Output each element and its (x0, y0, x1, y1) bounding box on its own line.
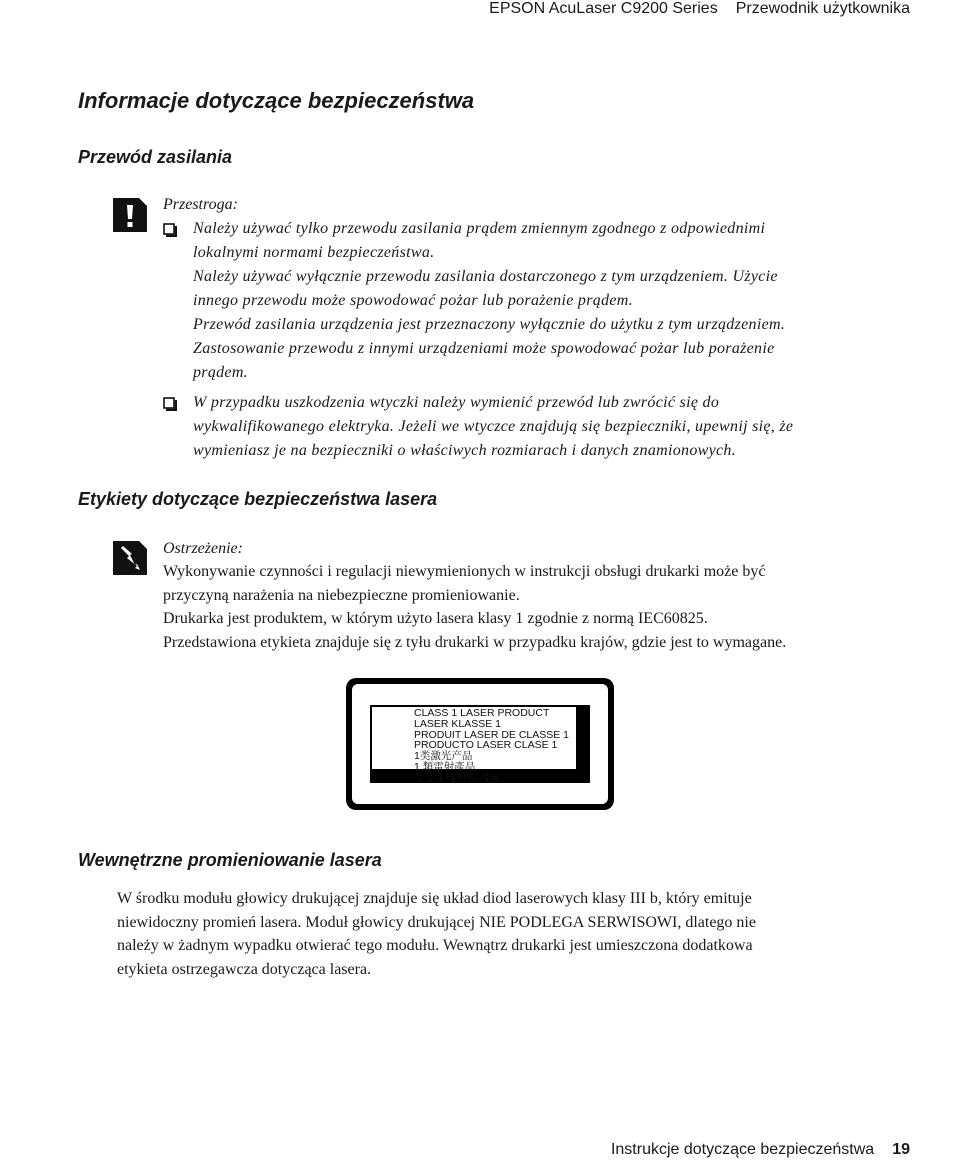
caution-bullet-2 (163, 391, 883, 463)
bullet-1-line-2: lokalnymi normami bezpieczeństwa. (193, 244, 435, 261)
laser-label-line: 등급 1 레이저 제품 (414, 771, 500, 784)
laser-label-text (414, 708, 569, 784)
bullet-2-line-2: wykwalifikowanego elektryka. Jeżeli we wtyczce znajdują się bezpieczniki, upewnij się, że (193, 418, 794, 435)
warning-text (163, 560, 923, 654)
internal-radiation-text (117, 887, 917, 981)
radiation-line-2: niewidoczny promień lasera. Moduł głowicy drukującej NIE PODLEGA SERWISOWI, dlatego nie (117, 913, 756, 931)
footer-section: Instrukcje dotyczące bezpieczeństwa (610, 1141, 875, 1158)
warning-line-2: przyczyną narażenia na niebezpieczne promieniowanie. (163, 586, 520, 604)
bullet-1-line-7: prądem. (193, 364, 248, 381)
radiation-line-4: etykieta ostrzegawcza dotycząca lasera. (117, 960, 372, 978)
bullet-2-line-3: wymieniasz je na bezpieczniki o właściwych rozmiarach i danych znamionowych. (193, 442, 737, 459)
bullet-1-line-6: Zastosowanie przewodu z innymi urządzeniami może spowodować pożar lub porażenie (193, 340, 775, 357)
laser-label-line: LASER KLASSE 1 (414, 717, 501, 730)
caution-bullet-1 (163, 217, 883, 385)
section-heading-laser-labels: Etykiety dotyczące bezpieczeństwa lasera (78, 489, 438, 509)
section-heading-power-cord: Przewód zasilania (78, 147, 233, 167)
running-header (471, 0, 910, 18)
warning-line-4: Przedstawiona etykieta znajduje się z tyłu drukarki w przypadku krajów, gdzie jest to wymagane. (163, 633, 787, 651)
checkbox-bullet-icon (163, 395, 177, 411)
bullet-1-line-5: Przewód zasilania urządzenia jest przeznaczony wyłącznie do użytku z tym urządzeniem. (193, 316, 786, 333)
laser-label-line: PRODUIT LASER DE CLASSE 1 (414, 728, 570, 741)
checkbox-bullet-icon (163, 221, 177, 237)
radiation-line-3: należy w żadnym wypadku otwierać tego modułu. Wewnątrz drukarki jest umieszczona dodatkowa (117, 937, 753, 954)
section-heading-internal-radiation: Wewnętrzne promieniowanie lasera (78, 850, 382, 870)
header-guide: Przewodnik użytkownika (735, 0, 910, 17)
laser-label-line: PRODUCTO LASER CLASE 1 (414, 739, 558, 752)
radiation-line-1: W środku modułu głowicy drukującej znajduje się układ diod laserowych klasy III b, który emituje (117, 890, 752, 907)
caution-title: Przestroga: (163, 196, 238, 213)
warning-line-1: Wykonywanie czynności i regulacji niewymienionych w instrukcji obsługi drukarki może być (163, 563, 766, 580)
laser-label-line: CLASS 1 LASER PRODUCT (414, 707, 550, 719)
page-title: Informacje dotyczące bezpieczeństwa (78, 88, 475, 113)
header-product: EPSON AcuLaser C9200 Series (489, 0, 718, 17)
bullet-2-line-1: W przypadku uszkodzenia wtyczki należy wymienić przewód lub zwrócić się do (193, 394, 720, 411)
laser-label-line: 1类激光产品 (414, 750, 473, 763)
bullet-1-line-1: Należy używać tylko przewodu zasilania prądem zmiennym zgodnego z odpowiednimi (193, 220, 766, 237)
warning-line-3: Drukarka jest produktem, w którym użyto lasera klasy 1 zgodnie z normą IEC60825. (163, 610, 708, 627)
running-footer (611, 1141, 910, 1159)
page-number: 19 (892, 1141, 910, 1158)
laser-label-line: 1 類雷射產品 (414, 760, 476, 773)
bullet-1-line-3: Należy używać wyłącznie przewodu zasilania dostarczonego z tym urządzeniem. Użycie (193, 268, 778, 285)
warning-title: Ostrzeżenie: (163, 540, 243, 557)
caution-exclamation-icon (113, 198, 147, 232)
lightning-warning-icon (113, 541, 147, 575)
bullet-1-line-4: innego przewodu może spowodować pożar lub porażenie prądem. (193, 292, 633, 309)
